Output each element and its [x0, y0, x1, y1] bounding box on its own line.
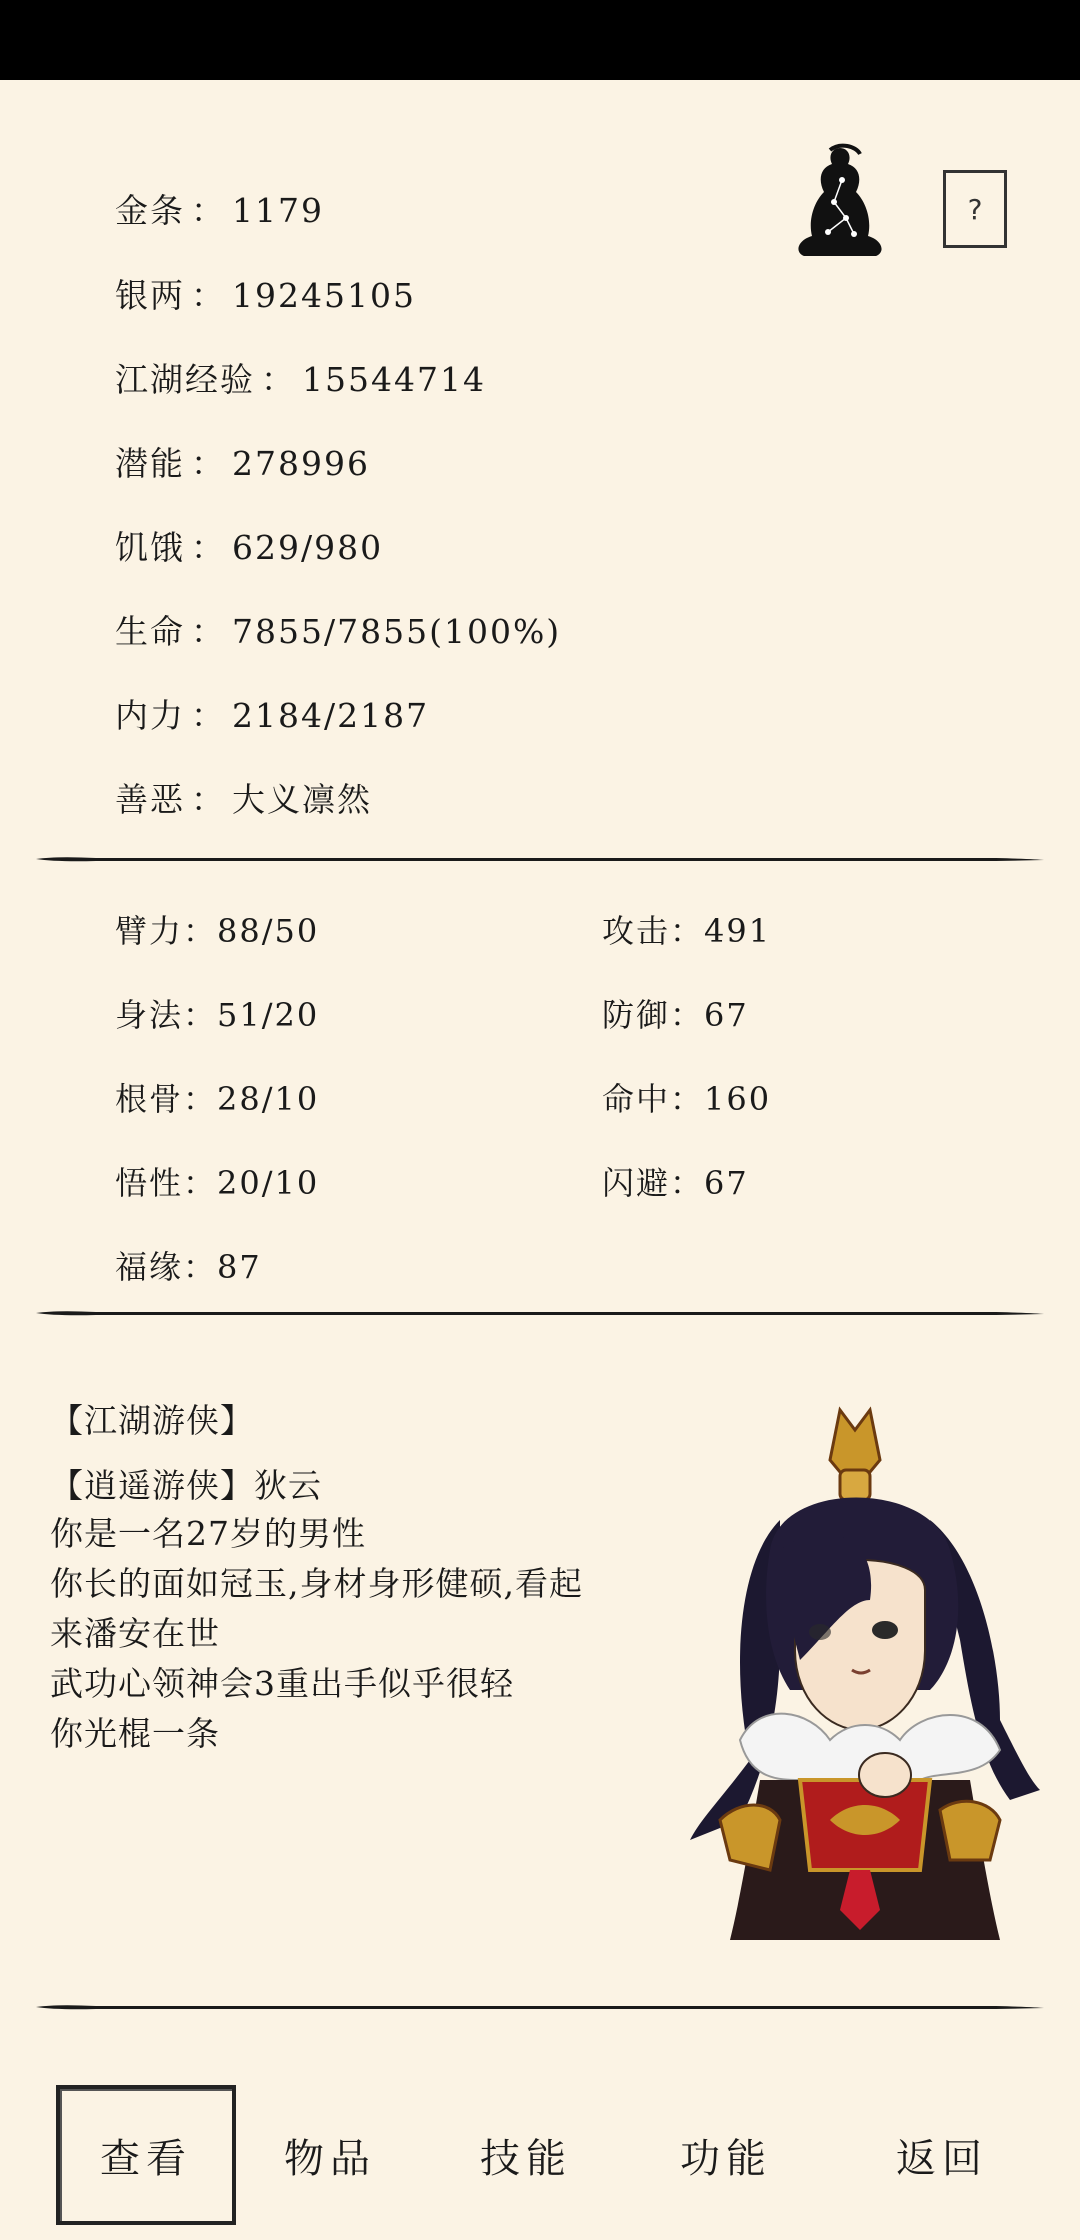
stat-silver: 银两 ： 19245105 [115, 276, 416, 315]
stat-morality: 善恶 ： 大义凛然 [115, 780, 372, 819]
stat-health: 生命 ： 7855/7855(100%) [115, 612, 562, 651]
attr-accuracy: 命中：160 [602, 1080, 772, 1118]
bio-line: 武功心领神会3重出手似乎很轻 [50, 1664, 514, 1703]
attr-comprehension: 悟性：20/10 [115, 1164, 320, 1202]
attr-strength: 臂力：88/50 [115, 912, 320, 950]
attr-luck: 福缘：87 [115, 1248, 262, 1286]
bio-title: 【江湖游侠】 [50, 1401, 254, 1440]
status-bar [0, 0, 1080, 80]
attr-defense: 防御：67 [602, 996, 749, 1034]
bio-line: 你是一名27岁的男性 [50, 1514, 366, 1553]
nav-skills-button[interactable]: 技能 [480, 2135, 572, 2182]
stat-hunger: 饥饿 ： 629/980 [115, 528, 384, 567]
character-portrait [680, 1400, 1040, 1940]
bio-line: 你长的面如冠玉,身材身形健硕,看起 [50, 1564, 583, 1603]
attr-agility: 身法：51/20 [115, 996, 320, 1034]
stat-experience: 江湖经验 ： 15544714 [115, 360, 486, 399]
bio-line: 来潘安在世 [50, 1614, 220, 1653]
attr-dodge: 闪避：67 [602, 1164, 749, 1202]
divider-1 [36, 856, 1044, 862]
divider-3 [36, 2004, 1044, 2010]
nav-items-button[interactable]: 物品 [284, 2135, 376, 2182]
meditation-icon[interactable] [790, 140, 890, 260]
stat-potential: 潜能 ： 278996 [115, 444, 370, 483]
bio-name-line: 【逍遥游侠】狄云 [50, 1466, 322, 1505]
attr-constitution: 根骨：28/10 [115, 1080, 320, 1118]
divider-2 [36, 1310, 1044, 1316]
stat-inner-power: 内力 ： 2184/2187 [115, 696, 430, 735]
stat-gold: 金条 ： 1179 [115, 191, 324, 230]
bio-line: 你光棍一条 [50, 1714, 220, 1753]
help-button[interactable]: ? [943, 170, 1007, 248]
attr-attack: 攻击：491 [602, 912, 772, 950]
nav-functions-button[interactable]: 功能 [680, 2135, 772, 2182]
nav-back-button[interactable]: 返回 [896, 2135, 988, 2182]
nav-view-button[interactable]: 查看 [56, 2085, 236, 2225]
